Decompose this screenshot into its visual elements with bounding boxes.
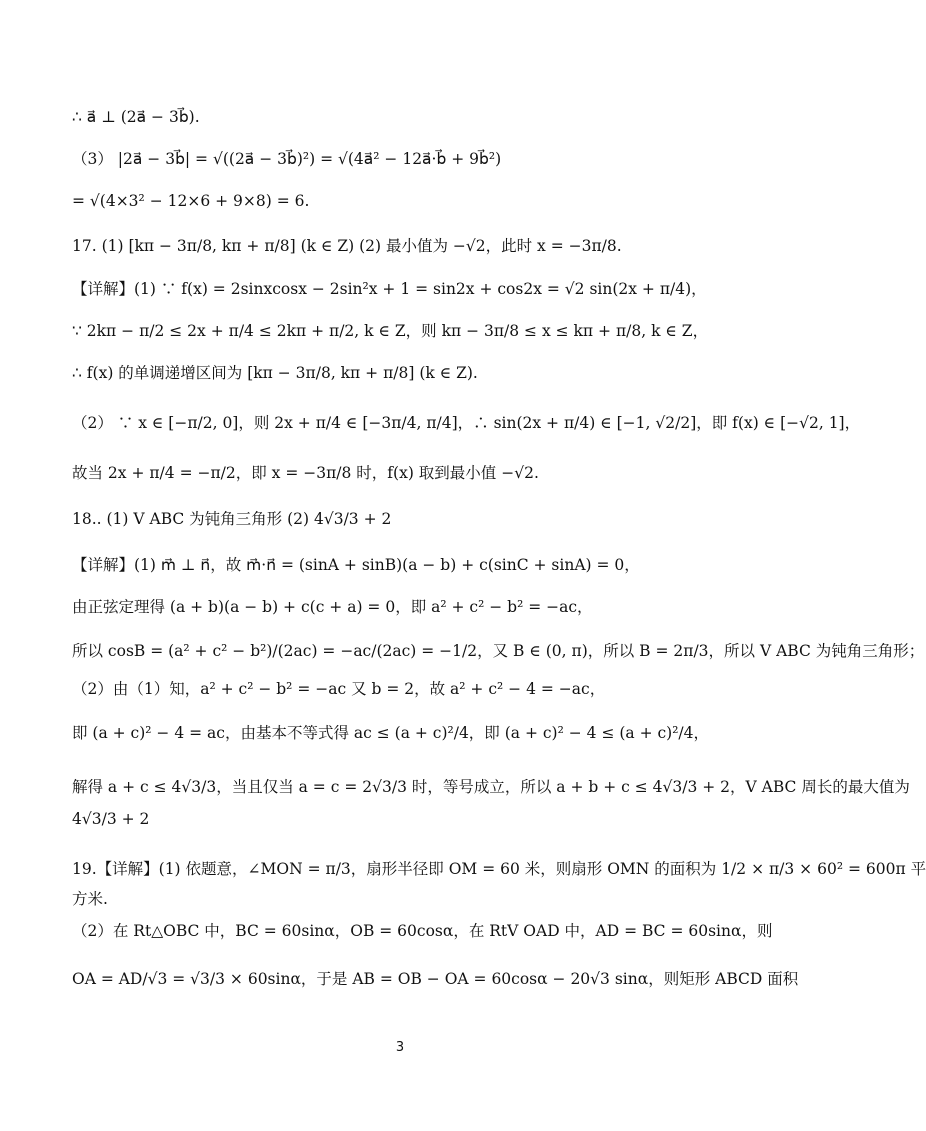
text-line: 17. (1) [kπ − 3π/8, kπ + π/8] (k ∈ Z) (2) 最小值为 −√2，此时 x = −3π/8. bbox=[72, 237, 622, 255]
text-line: = √(4×3² − 12×6 + 9×8) = 6. bbox=[72, 192, 310, 210]
text-line: 所以 cosB = (a² + c² − b²)/(2ac) = −ac/(2ac) = −1/2，又 B ∈ (0, π)，所以 B = 2π/3，所以 V ABC 为钝角三角形； bbox=[72, 642, 925, 660]
text-line: ∴ f(x) 的单调递增区间为 [kπ − 3π/8, kπ + π/8] (k ∈ Z). bbox=[72, 364, 478, 382]
text-line: 方米. bbox=[72, 890, 108, 908]
text-line: （2）由（1）知，a² + c² − b² = −ac 又 b = 2，故 a² + c² − 4 = −ac， bbox=[72, 680, 606, 698]
text-line: （2）在 Rt△OBC 中，BC = 60sinα，OB = 60cosα，在 RtV OAD 中，AD = BC = 60sinα，则 bbox=[72, 922, 773, 940]
text-line: 解得 a + c ≤ 4√3/3，当且仅当 a = c = 2√3/3 时，等号成立，所以 a + b + c ≤ 4√3/3 + 2，V ABC 周长的最大值为 bbox=[72, 778, 910, 796]
page-number: 3 bbox=[395, 1040, 405, 1055]
text-line: 18.. (1) V ABC 为钝角三角形 (2) 4√3/3 + 2 bbox=[72, 510, 392, 528]
text-line: （2） ∵ x ∈ [−π/2, 0]，则 2x + π/4 ∈ [−3π/4, π/4]，∴ sin(2x + π/4) ∈ [−1, √2/2]，即 f(x) ∈ [−√2, 1]， bbox=[72, 414, 861, 432]
text-line: 4√3/3 + 2 bbox=[72, 810, 150, 828]
text-line: 【详解】(1) m⃗ ⊥ n⃗，故 m⃗·n⃗ = (sinA + sinB)(a − b) + c(sinC + sinA) = 0， bbox=[72, 556, 640, 574]
text-line: 故当 2x + π/4 = −π/2，即 x = −3π/8 时，f(x) 取到最小值 −√2. bbox=[72, 464, 539, 482]
text-line: 由正弦定理得 (a + b)(a − b) + c(c + a) = 0，即 a² + c² − b² = −ac， bbox=[72, 598, 593, 616]
text-line: （3） |2a⃗ − 3b⃗| = √((2a⃗ − 3b⃗)²) = √(4a⃗² − 12a⃗·b⃗ + 9b⃗²) bbox=[72, 150, 502, 168]
text-line: 即 (a + c)² − 4 = ac，由基本不等式得 ac ≤ (a + c)²/4，即 (a + c)² − 4 ≤ (a + c)²/4， bbox=[72, 724, 710, 742]
text-line: ∴ a⃗ ⊥ (2a⃗ − 3b⃗). bbox=[72, 108, 200, 126]
text-line: OA = AD/√3 = √3/3 × 60sinα，于是 AB = OB − OA = 60cosα − 20√3 sinα，则矩形 ABCD 面积 bbox=[72, 970, 799, 988]
text-line: 【详解】(1) ∵ f(x) = 2sinxcosx − 2sin²x + 1 = sin2x + cos2x = √2 sin(2x + π/4)， bbox=[72, 280, 707, 298]
text-line: ∵ 2kπ − π/2 ≤ 2x + π/4 ≤ 2kπ + π/2, k ∈ Z，则 kπ − 3π/8 ≤ x ≤ kπ + π/8, k ∈ Z， bbox=[72, 322, 709, 340]
text-line: 19.【详解】(1) 依题意，∠MON = π/3，扇形半径即 OM = 60 米，则扇形 OMN 的面积为 1/2 × π/3 × 60² = 600π 平 bbox=[72, 860, 926, 878]
